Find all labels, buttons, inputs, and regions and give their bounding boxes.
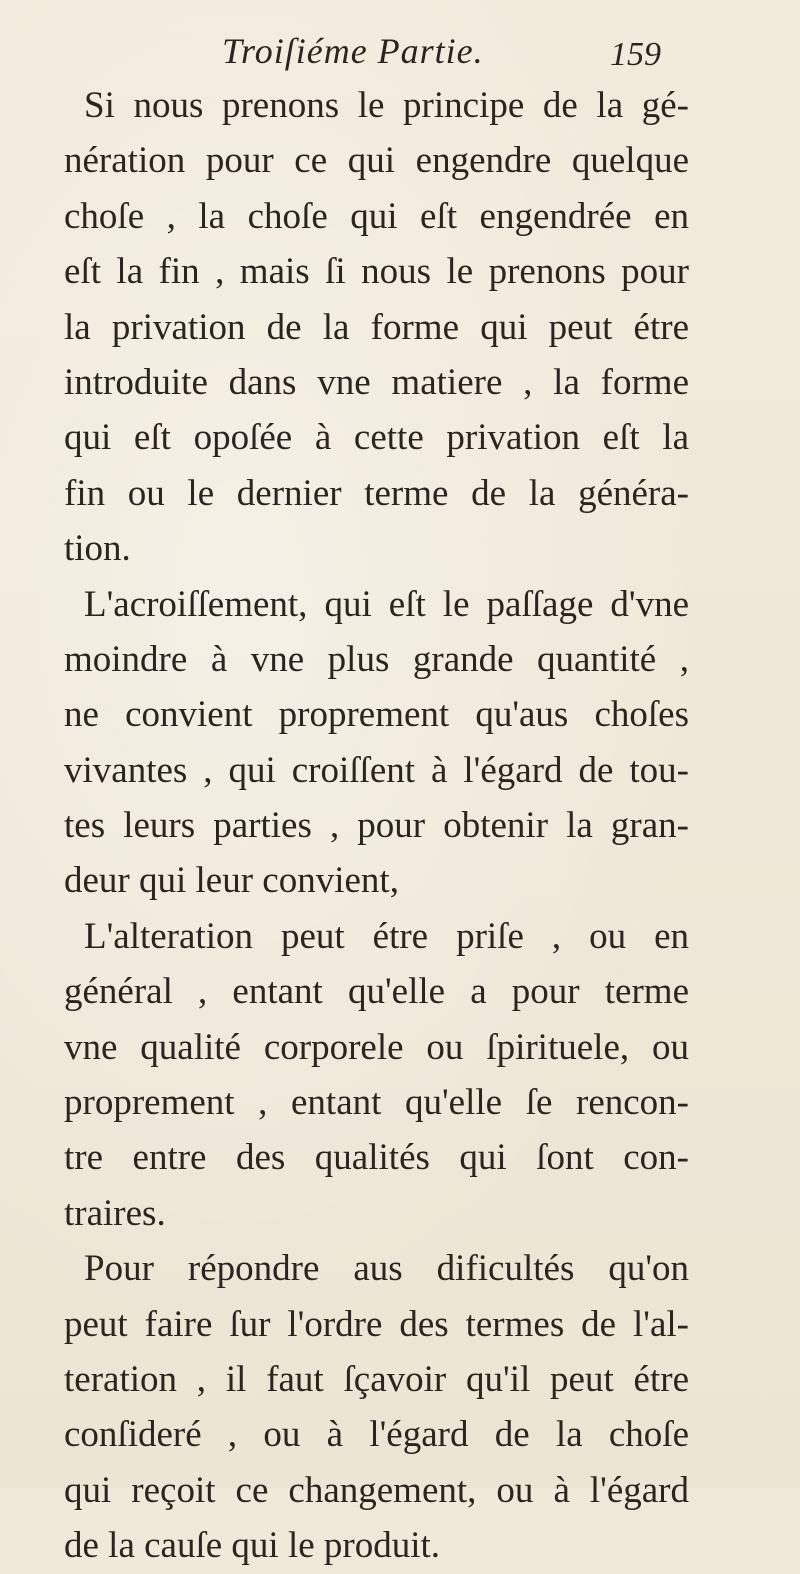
text-line: deur qui leur convient,: [64, 860, 399, 902]
text-line: Si nous prenons le principe de la gé-: [84, 85, 689, 126]
text-line: vne qualité corporele ou ſpirituele, ou: [64, 1026, 689, 1068]
text-line: proprement , entant qu'elle ſe rencon-: [64, 1082, 689, 1124]
text-line: nération pour ce qui engendre quelque: [64, 140, 689, 182]
text-line: qui eſt opoſée à cette privation eſt la: [64, 417, 689, 459]
text-line: Pour répondre aus dificultés qu'on: [84, 1248, 689, 1290]
text-line: général , entant qu'elle a pour terme: [64, 971, 689, 1013]
text-line: tion.: [64, 528, 131, 570]
text-line: tes leurs parties , pour obtenir la gran-: [64, 805, 689, 847]
text-line: moindre à vne plus grande quantité ,: [64, 638, 689, 680]
text-line: L'alteration peut étre priſe , ou en: [84, 915, 689, 957]
running-head: Troiſiéme Partie.: [222, 31, 484, 71]
text-line: tre entre des qualités qui ſont con-: [64, 1137, 689, 1179]
text-line: eſt la fin , mais ſi nous le prenons pour: [64, 251, 689, 293]
text-line: conſideré , ou à l'égard de la choſe: [64, 1414, 689, 1456]
text-line: ne convient proprement qu'aus choſes: [64, 694, 689, 736]
text-line: fin ou le dernier terme de la généra-: [64, 472, 689, 514]
text-line: vivantes , qui croiſſent à l'égard de tou-: [64, 749, 689, 791]
body-text: [64, 78, 689, 1574]
text-line: peut faire ſur l'ordre des termes de l'al-: [64, 1303, 689, 1345]
text-line: traires.: [64, 1192, 166, 1234]
text-line: qui reçoit ce changement, ou à l'égard: [64, 1469, 689, 1511]
text-line: teration , il faut ſçavoir qu'il peut étre: [64, 1358, 689, 1400]
page-number: 159: [610, 36, 661, 73]
text-line: choſe , la choſe qui eſt engendrée en: [64, 195, 689, 237]
text-line: de la cauſe qui le produit.: [64, 1525, 441, 1567]
text-line: la privation de la forme qui peut étre: [64, 306, 689, 348]
text-line: introduite dans vne matiere , la forme: [64, 361, 689, 403]
text-line: L'acroiſſement, qui eſt le paſſage d'vne: [84, 583, 689, 625]
